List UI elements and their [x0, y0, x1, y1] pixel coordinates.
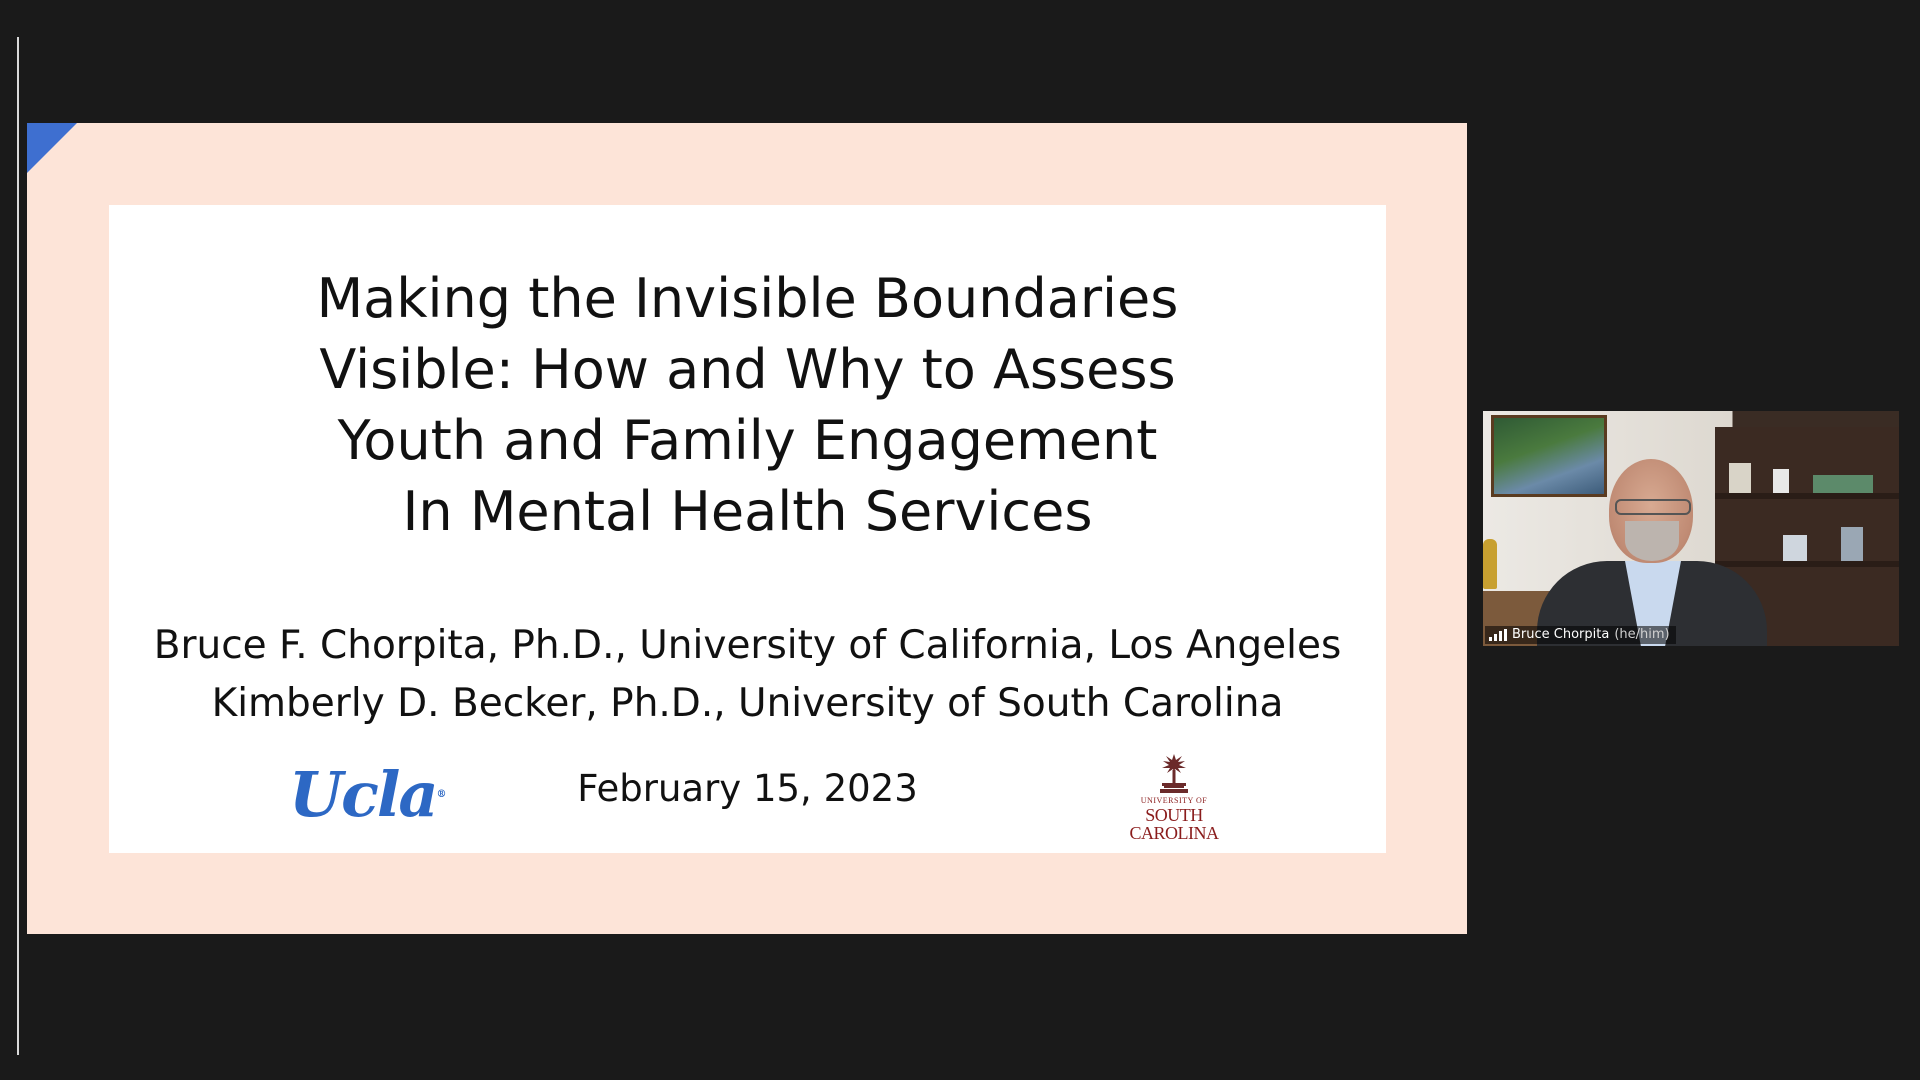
left-divider [17, 37, 19, 1055]
palmetto-tree-icon [1154, 750, 1194, 796]
author-line: Kimberly D. Becker, Ph.D., University of South Carolina [211, 681, 1284, 726]
participant-name: Bruce Chorpita [1512, 627, 1610, 642]
shelf-item [1813, 475, 1873, 493]
usc-logo-line1: UNIVERSITY OF [1140, 796, 1208, 805]
ucla-logo-text: Ucla [289, 758, 437, 831]
author-line: Bruce F. Chorpita, Ph.D., University of California, Los Angeles [153, 623, 1342, 668]
desk-lamp [1483, 539, 1497, 589]
shelf-item [1773, 469, 1789, 493]
participant-pronouns: (he/him) [1614, 627, 1670, 642]
ucla-logo: Ucla® [289, 758, 447, 831]
shelf-item [1729, 463, 1751, 493]
usc-logo-line2: SOUTH CAROLINA [1129, 805, 1219, 843]
slide-title: Making the Invisible Boundaries Visible: How and Why to Assess Youth and Family Engagement In Mental Health Services [316, 267, 1179, 543]
signal-bars-icon [1489, 629, 1507, 641]
slide-corner-accent [27, 123, 77, 173]
slide-date: February 15, 2023 [577, 767, 918, 810]
shared-screen-slide [27, 123, 1467, 934]
person-beard [1625, 521, 1679, 561]
person-glasses [1615, 499, 1691, 515]
shelf-item [1841, 527, 1863, 561]
participant-name-label [1485, 626, 1676, 644]
shelf-board [1715, 493, 1899, 499]
shelf-item [1783, 535, 1807, 561]
participant-video-tile[interactable] [1483, 411, 1899, 646]
shelf-board [1715, 561, 1899, 567]
slide-authors [109, 617, 1386, 733]
wall-painting [1491, 415, 1607, 497]
usc-logo [1099, 750, 1249, 842]
slide-content-card [109, 205, 1386, 853]
